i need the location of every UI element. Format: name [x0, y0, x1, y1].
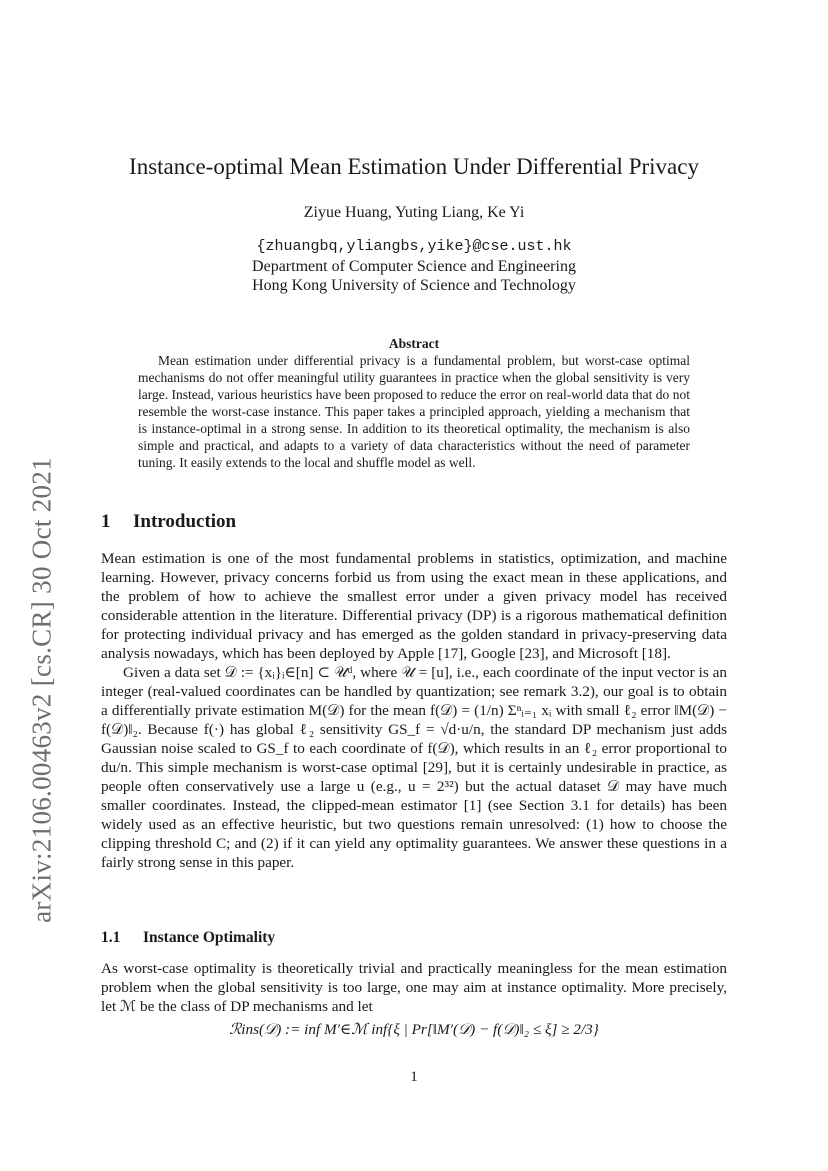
equation-rins: ℛins(𝒟) := inf M′∈ℳ inf{ξ | Pr[‖M′(𝒟) − f(𝒟)‖₂ ≤ ξ] ≥ 2/3} [229, 1021, 599, 1038]
introduction-body [101, 549, 727, 872]
subsection-heading-instance-optimality [101, 929, 275, 947]
abstract-body [138, 352, 690, 471]
page-number: 1 [410, 1069, 418, 1085]
instance-optimality-body [101, 959, 727, 1016]
author-emails[interactable]: {zhuangbq,yliangbs,yike}@cse.ust.hk [256, 238, 572, 255]
abstract-text: Mean estimation under differential privacy is a fundamental problem, but worst-case optimal mechanisms do not offer meaningful utility guarantees in practice when the global sensitivity is very large. Instead, various heuristics have been proposed to reduce the error on real-world data that do not resemble the worst-case instance. This paper takes a principled approach, yielding a mechanism that is instance-optimal in a strong sense. In addition to its theoretical optimality, the mechanism is also simple and practical, and adapts to a variety of data characteristics without the need of parameter tuning. It easily extends to the local and shuffle model as well. [138, 353, 690, 470]
abstract-heading: Abstract [388, 336, 440, 351]
arxiv-id: arXiv:2106.00463v2 [cs.CR] 30 Oct 2021 [26, 457, 57, 923]
author-university: Hong Kong University of Science and Technology [252, 277, 576, 294]
author-department: Department of Computer Science and Engineering [252, 258, 576, 275]
paper-authors: Ziyue Huang, Yuting Liang, Ke Yi [303, 204, 525, 221]
subsection-title: Instance Optimality [143, 929, 276, 946]
paper-title: Instance-optimal Mean Estimation Under Differential Privacy [129, 154, 699, 179]
intro-paragraph-1: Mean estimation is one of the most fundamental problems in statistics, optimization, and machine learning. However, privacy concerns forbid us from using the exact mean in these applications, and the problem of how to achieve the smallest error under a given privacy model has received considerable attention in the literature. Differential privacy (DP) is a rigorous mathematical definition for protecting individual privacy and has emerged as the golden standard in privacy-preserving data analysis nowadays, which has been deployed by Apple [17], Google [23], and Microsoft [18]. [101, 550, 727, 662]
subsection-number: 1.1 [101, 929, 121, 946]
intro-paragraph-2: Given a data set 𝒟 := {xᵢ}ᵢ∈[n] ⊂ 𝒰ᵈ, where 𝒰 = [u], i.e., each coordinate of the input vector is an integer (real-valued coordinates can be handled by quantization; see remark 3.2), our goal is to obtain a differentially private estimation M(𝒟) for the mean f(𝒟) = (1/n) Σⁿᵢ₌₁ xᵢ with small ℓ₂ error ‖M(𝒟) − f(𝒟)‖₂. Because f(·) has global ℓ₂ sensitivity GS_f = √d·u/n, the standard DP mechanism just adds Gaussian noise scaled to GS_f to each coordinate of f(𝒟), which results in an ℓ₂ error proportional to du/n. This simple mechanism is worst-case optimal [29], but it is certainly undesirable in practice, as people often conservatively use a large u (e.g., u = 2³²) but the actual dataset 𝒟 may have much smaller coordinates. Instead, the clipped-mean estimator [1] (see Section 3.1 for details) has been widely used as an effective heuristic, but two questions remain unresolved: (1) how to choose the clipping threshold C; and (2) if it can yield any optimality guarantees. We answer these questions in a fairly strong sense in this paper. [101, 664, 727, 871]
section-number: 1 [101, 511, 111, 532]
instance-optimality-paragraph: As worst-case optimality is theoretically trivial and practically meaningless for the mean estimation problem when the global sensitivity is too large, one may aim at instance optimality. More precisely, let ℳ be the class of DP mechanisms and let [101, 960, 727, 1015]
section-heading-introduction [101, 511, 236, 533]
section-title: Introduction [133, 511, 237, 532]
arxiv-sidebar [12, 457, 72, 923]
